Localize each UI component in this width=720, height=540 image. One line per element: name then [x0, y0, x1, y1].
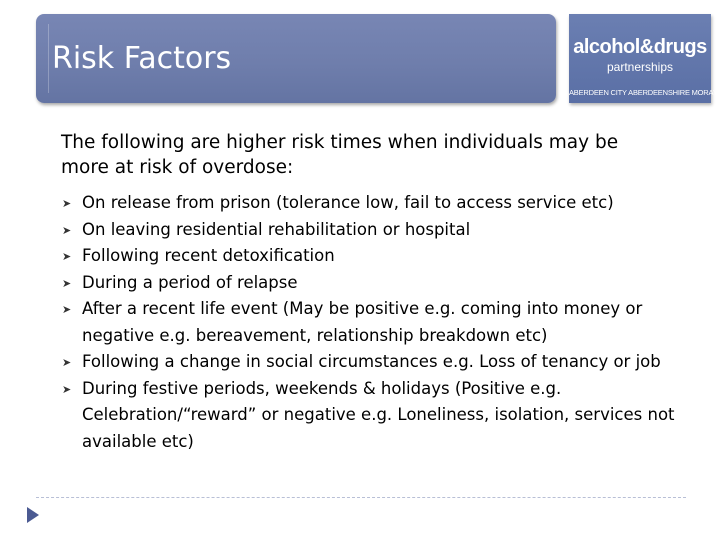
slide-title: Risk Factors [52, 41, 232, 76]
logo-sub-text: partnerships [606, 60, 674, 74]
list-item [62, 296, 702, 349]
intro-paragraph: The following are higher risk times when individuals may be more at risk of overdose: [61, 132, 619, 178]
risk-factor-list [62, 190, 702, 455]
list-item [62, 243, 702, 270]
list-item-text: Following a change in social circumstances e.g. Loss of tenancy or job [82, 352, 661, 371]
arrow-bullet-icon: ➤ [62, 382, 72, 396]
partnership-logo [569, 14, 718, 103]
footer-divider [36, 497, 686, 498]
arrow-bullet-icon: ➤ [62, 197, 72, 210]
logo-areas-text: ABERDEEN CITY ABERDEENSHIRE MORAY [569, 88, 718, 97]
title-banner [36, 14, 556, 103]
list-item [62, 217, 702, 244]
arrow-bullet-icon: ➤ [62, 303, 72, 316]
list-item-text: After a recent life event (May be positive e.g. coming into money or negative e.g. bereavement, relationship breakdown etc) [82, 299, 643, 345]
list-item-text: During festive periods, weekends & holidays (Positive e.g. Celebration/“reward” or negative e.g. Loneliness, isolation, services not available etc) [82, 378, 675, 451]
next-slide-arrow-icon[interactable] [26, 506, 40, 528]
list-item [62, 190, 702, 217]
arrow-bullet-icon: ➤ [62, 356, 72, 369]
list-item-text: During a period of relapse [82, 272, 298, 292]
list-item [62, 349, 702, 376]
arrow-bullet-icon: ➤ [62, 223, 72, 237]
logo-main-text: alcohol&drugs [573, 36, 707, 58]
list-item [62, 376, 702, 456]
list-item [62, 270, 702, 297]
arrow-bullet-icon: ➤ [62, 250, 72, 263]
arrow-bullet-icon: ➤ [62, 276, 72, 290]
list-item-text: On leaving residential rehabilitation or hospital [82, 219, 471, 239]
list-item-text: Following recent detoxification [82, 246, 335, 265]
list-item-text: On release from prison (tolerance low, fail to access service etc) [82, 193, 614, 212]
